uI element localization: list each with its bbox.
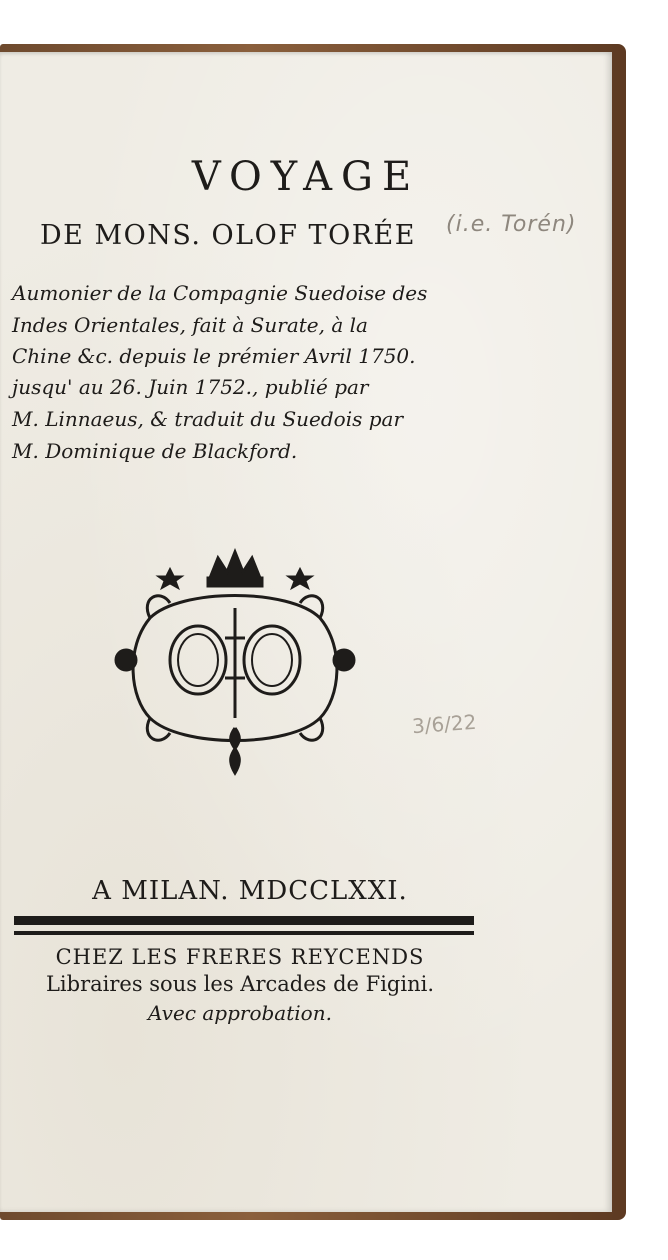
crowned-double-portrait-vignette-icon <box>110 548 360 788</box>
description-line: M. Linnaeus, & traduit du Suedois par <box>12 407 404 431</box>
imprint-line: A MILAN. MDCCLXXI. <box>92 876 408 906</box>
description-line: Chine &c. depuis le prémier Avril 1750. <box>12 344 416 368</box>
double-rule-thick <box>14 916 474 925</box>
description-line: Aumonier de la Compagnie Suedoise des <box>12 281 428 305</box>
description-line: jusqu' au 26. Juin 1752., publié par <box>12 375 369 399</box>
approbation-line: Avec approbation. <box>148 1001 332 1025</box>
page-title: VOYAGE <box>191 154 421 200</box>
margin-annotation: (i.e. Torén) <box>446 212 577 237</box>
pencil-note: 3/6/22 <box>411 709 478 739</box>
author-line: DE MONS. OLOF TORÉE <box>40 220 416 251</box>
double-rule-thin <box>14 931 474 935</box>
description-line: Indes Orientales, fait à Surate, à la <box>12 313 368 337</box>
title-page <box>0 52 612 1212</box>
publisher-line: CHEZ LES FRERES REYCENDS <box>55 945 425 969</box>
description-line: M. Dominique de Blackford. <box>12 439 298 463</box>
publisher-line: Libraires sous les Arcades de Figini. <box>45 972 434 996</box>
